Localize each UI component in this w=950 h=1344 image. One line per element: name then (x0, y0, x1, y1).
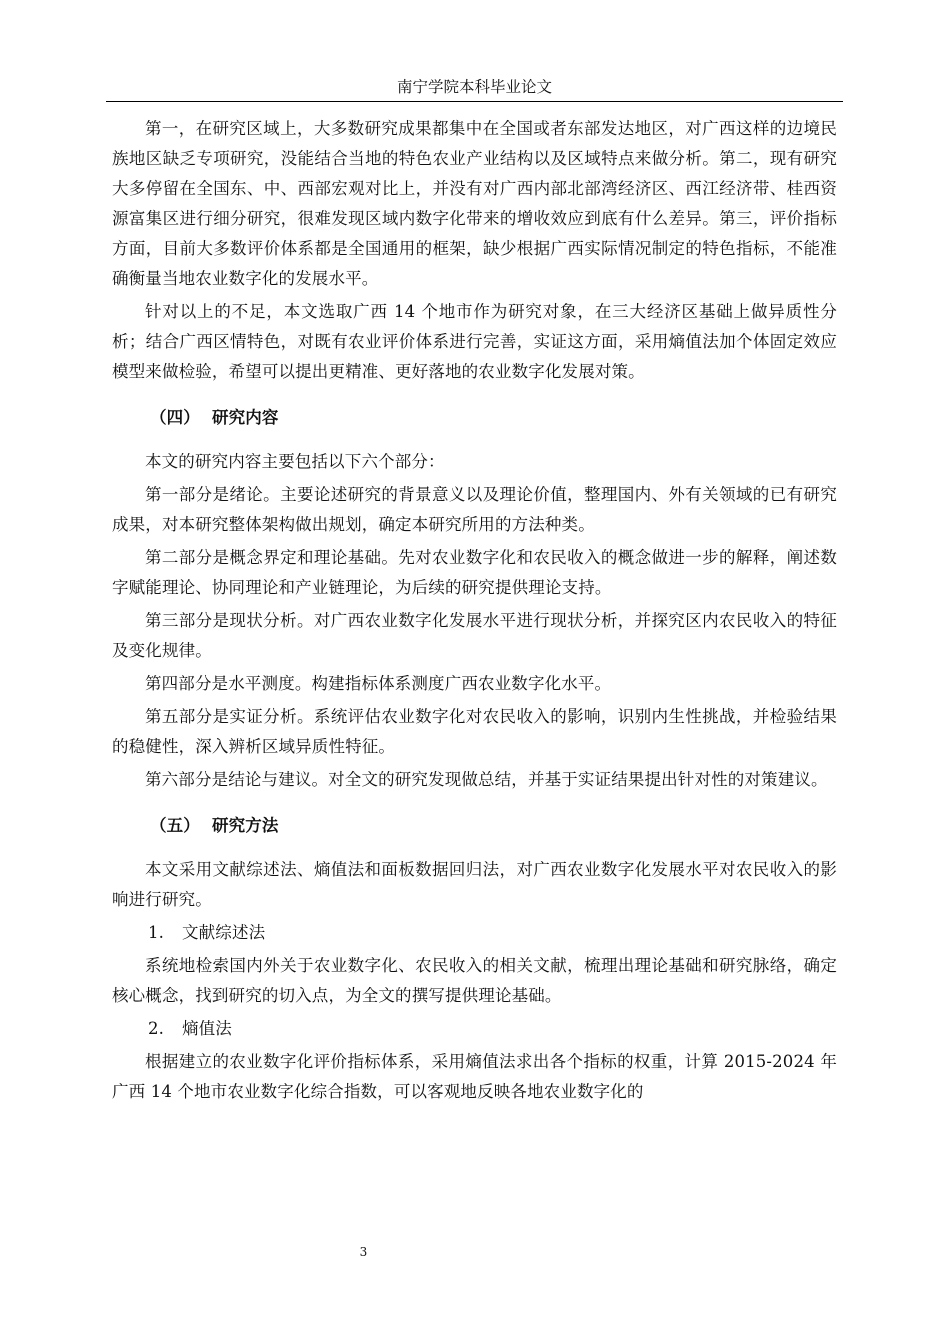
page-header: 南宁学院本科毕业论文 (396, 78, 552, 96)
list-title: 文献综述法 (182, 923, 266, 942)
section-title: 研究内容 (211, 408, 279, 427)
list-number: 1. (148, 923, 165, 942)
paragraph: 本文的研究内容主要包括以下六个部分： (145, 452, 445, 471)
paragraph: 第五部分是实证分析。系统评估农业数字化对农民收入的影响，识别内生性挑战，并检验结果的稳健性，深入辨析区域异质性特征。 (112, 707, 837, 756)
section-number: （四） (150, 408, 200, 427)
paragraph: 第四部分是水平测度。构建指标体系测度广西农业数字化水平。 (145, 674, 612, 693)
list-item-heading (112, 1014, 837, 1044)
section-heading (112, 811, 837, 841)
header-divider (106, 101, 843, 102)
list-title: 熵值法 (182, 1019, 232, 1038)
section-heading (112, 403, 837, 433)
document-body (112, 114, 837, 1107)
list-item-heading (112, 918, 837, 948)
paragraph: 针对以上的不足，本文选取广西 14 个地市作为研究对象，在三大经济区基础上做异质性分析；结合广西区情特色，对既有农业评价体系进行完善，实证这方面，采用熵值法加个体固定效应模型来做检验，希望可以提出更精准、更好落地的农业数字化发展对策。 (112, 302, 837, 381)
paragraph: 第三部分是现状分析。对广西农业数字化发展水平进行现状分析，并探究区内农民收入的特征及变化规律。 (112, 611, 837, 660)
paragraph: 系统地检索国内外关于农业数字化、农民收入的相关文献，梳理出理论基础和研究脉络，确定核心概念，找到研究的切入点，为全文的撰写提供理论基础。 (112, 956, 837, 1005)
section-title: 研究方法 (211, 816, 279, 835)
paragraph: 本文采用文献综述法、熵值法和面板数据回归法，对广西农业数字化发展水平对农民收入的影响进行研究。 (112, 860, 837, 909)
paragraph: 第二部分是概念界定和理论基础。先对农业数字化和农民收入的概念做进一步的解释，阐述数字赋能理论、协同理论和产业链理论，为后续的研究提供理论支持。 (112, 548, 837, 597)
list-number: 2. (148, 1019, 165, 1038)
paragraph: 第一部分是绪论。主要论述研究的背景意义以及理论价值，整理国内、外有关领域的已有研究成果，对本研究整体架构做出规划，确定本研究所用的方法种类。 (112, 485, 837, 534)
page-number: 3 (359, 1245, 368, 1259)
paragraph: 根据建立的农业数字化评价指标体系，采用熵值法求出各个指标的权重，计算 2015-2024 年广西 14 个地市农业数字化综合指数，可以客观地反映各地农业数字化的 (112, 1052, 837, 1101)
paragraph: 第六部分是结论与建议。对全文的研究发现做总结，并基于实证结果提出针对性的对策建议。 (145, 770, 828, 789)
paragraph: 第一，在研究区域上，大多数研究成果都集中在全国或者东部发达地区，对广西这样的边境民族地区缺乏专项研究，没能结合当地的特色农业产业结构以及区域特点来做分析。第二，现有研究大多停留在全国东、中、西部宏观对比上，并没有对广西内部北部湾经济区、西江经济带、桂西资源富集区进行细分研究，很难发现区域内数字化带来的增收效应到底有什么差异。第三，评价指标方面，目前大多数评价体系都是全国通用的框架，缺少根据广西实际情况制定的特色指标，不能准确衡量当地农业数字化的发展水平。 (112, 119, 837, 288)
section-number: （五） (150, 816, 200, 835)
